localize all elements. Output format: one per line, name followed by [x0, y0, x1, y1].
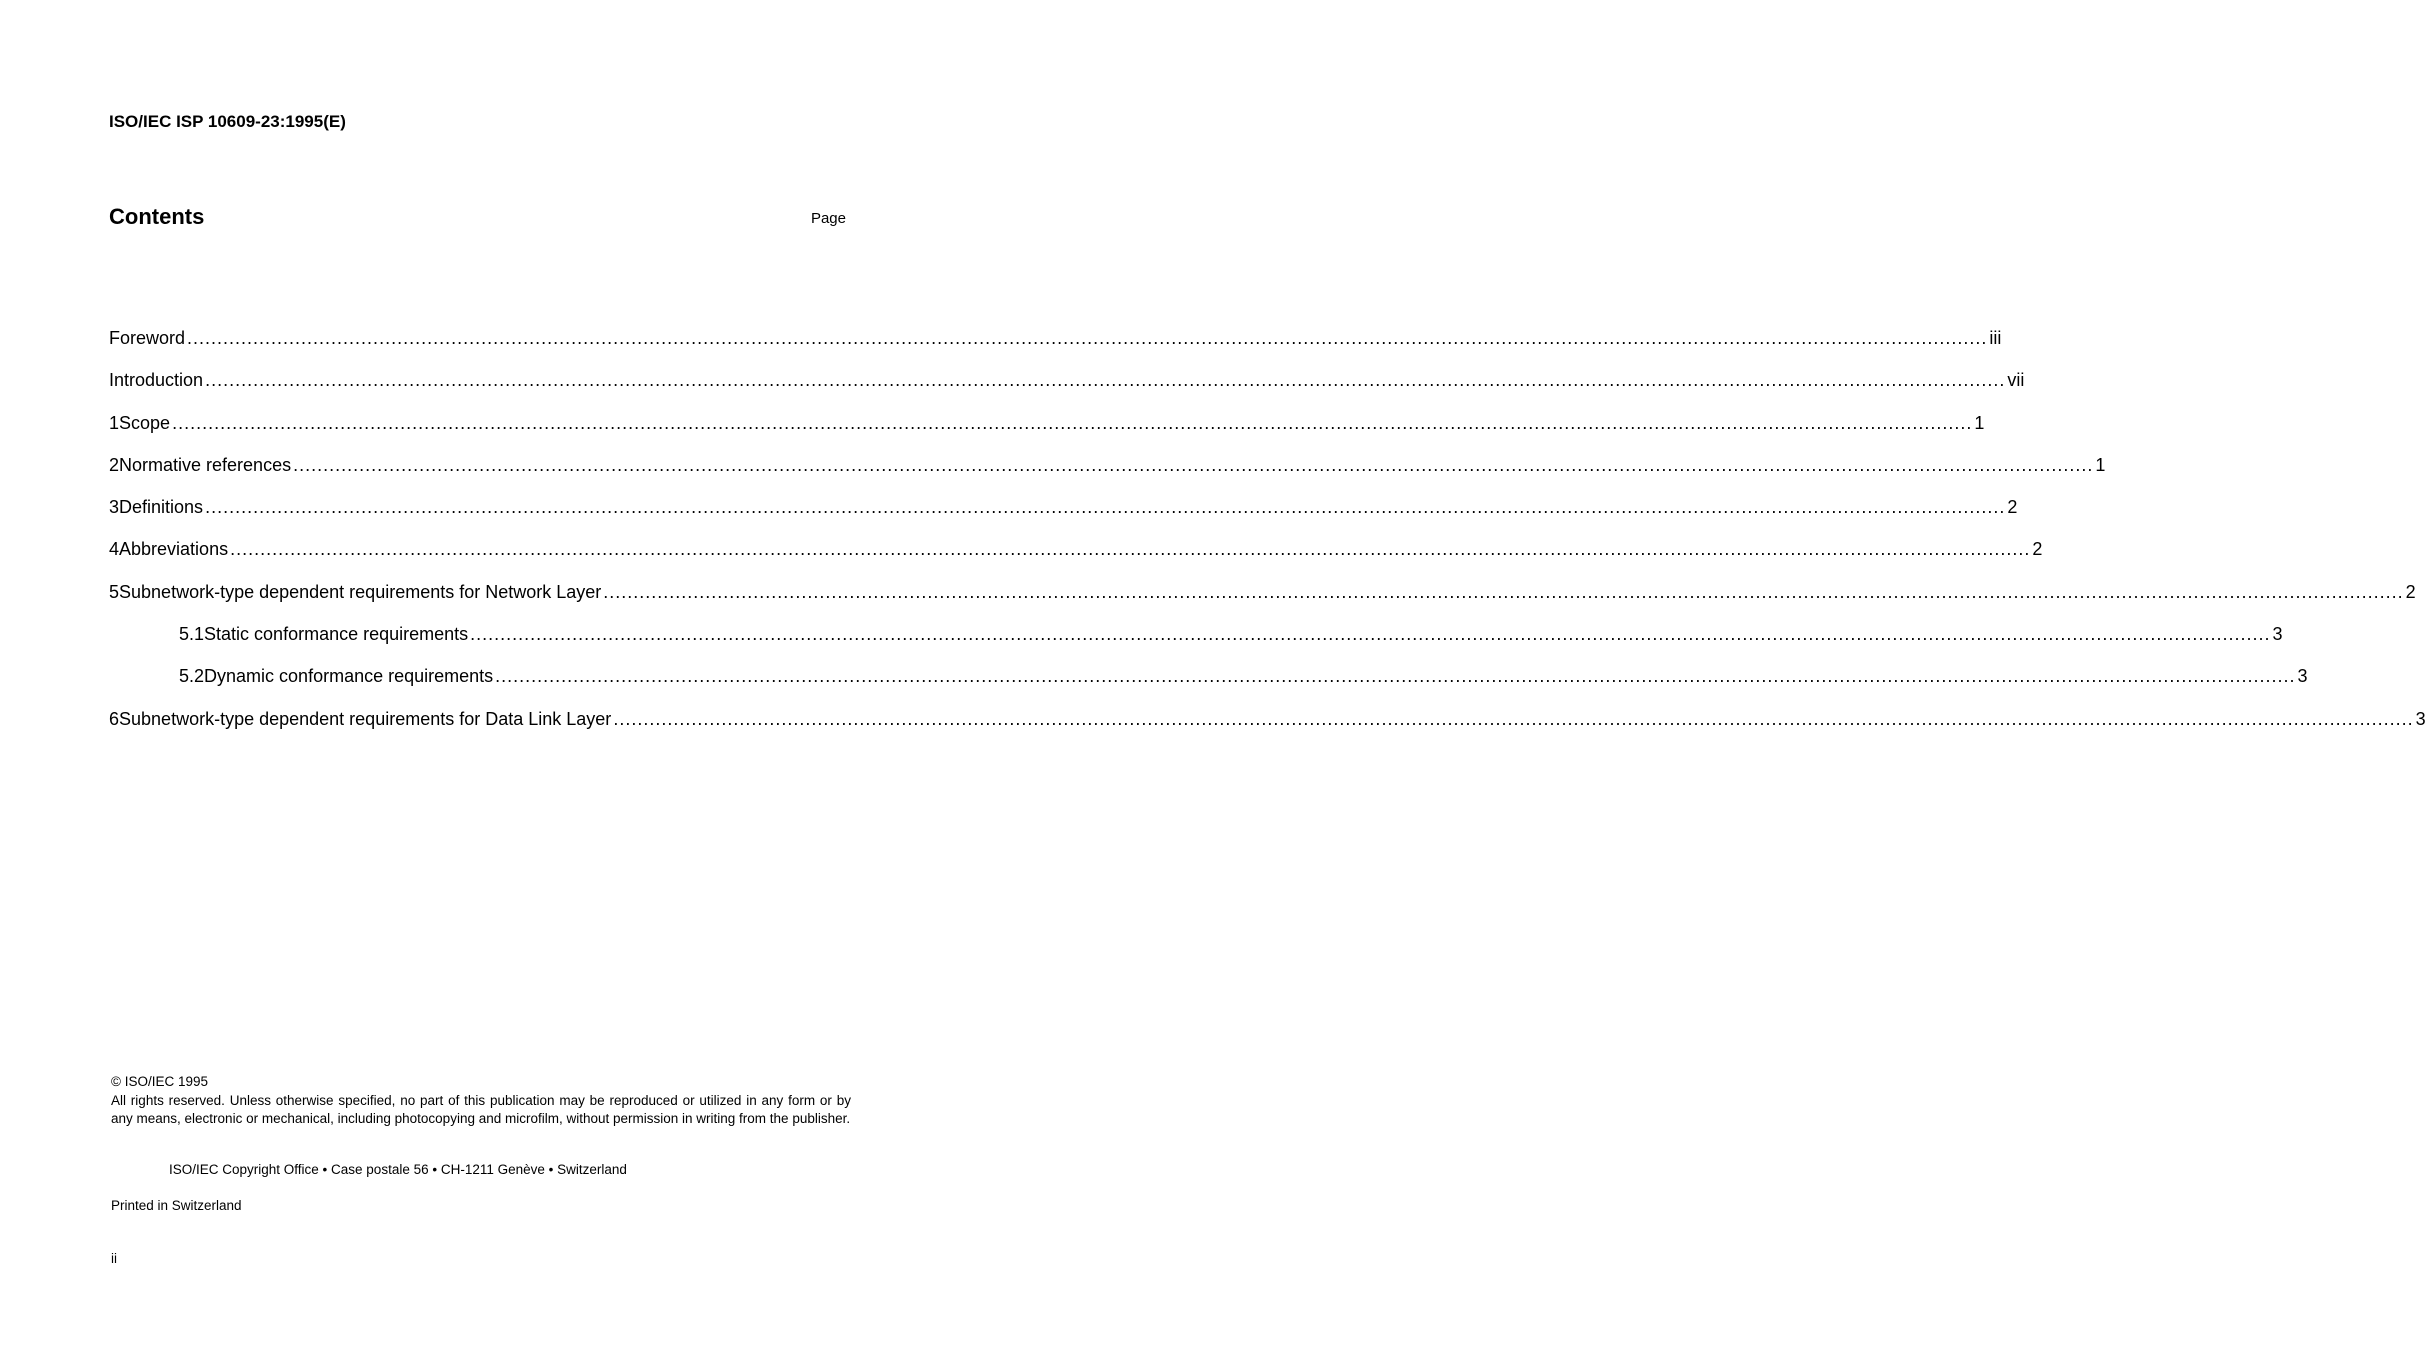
copyright-office-address: ISO/IEC Copyright Office • Case postale 56 • CH-1211 Genève • Switzerland	[169, 1162, 627, 1177]
toc-entry-number: 5	[109, 581, 120, 602]
toc-entry-title: Introduction	[109, 370, 204, 391]
toc-leader: ............................................................................................................................................................................................................................................................................................................	[613, 708, 2414, 729]
toc-entry-number: 5.1	[179, 624, 205, 645]
toc-leader: ............................................................................................................................................................................................................................................................................................................	[230, 539, 2031, 560]
toc-entry-dynamic-conformance[interactable]	[109, 666, 2308, 708]
toc-entry-static-conformance[interactable]	[109, 624, 2283, 666]
copyright-block	[111, 1073, 851, 1129]
toc-entry-page: 2	[2405, 581, 2416, 602]
toc-leader: ............................................................................................................................................................................................................................................................................................................	[603, 581, 2404, 602]
toc-entry-page: 2	[2007, 497, 2018, 518]
page-column-label: Page	[810, 210, 846, 227]
toc-leader: ............................................................................................................................................................................................................................................................................................................	[172, 412, 1973, 433]
toc-leader: ............................................................................................................................................................................................................................................................................................................	[470, 624, 2271, 645]
toc-entry-page: iii	[1989, 328, 2002, 348]
toc-leader: ............................................................................................................................................................................................................................................................................................................	[293, 454, 2094, 475]
toc-entry-title: Dynamic conformance requirements	[204, 666, 494, 687]
rights-statement: All rights reserved. Unless otherwise specified, no part of this publication may be reproduced or utilized in any form or by any means, electronic or mechanical, including photocopying and microfilm, without permission in writing from the publisher.	[111, 1092, 851, 1126]
toc-entry-title: Abbreviations	[119, 539, 229, 560]
contents-heading: Contents	[109, 204, 205, 229]
toc-entry-number: 1	[109, 412, 120, 433]
toc-leader: ............................................................................................................................................................................................................................................................................................................	[495, 666, 2296, 687]
table-of-contents	[109, 328, 2426, 751]
toc-entry-page: 1	[1974, 412, 1985, 433]
toc-entry-normative-references[interactable]	[109, 454, 2106, 497]
toc-entry-foreword[interactable]	[109, 328, 2002, 370]
toc-entry-scope[interactable]	[109, 412, 1985, 455]
toc-entry-page: 3	[2415, 708, 2426, 729]
toc-entry-number: 3	[109, 497, 120, 518]
toc-entry-definitions[interactable]	[109, 497, 2018, 539]
toc-entry-title: Foreword	[109, 328, 186, 348]
page-number: ii	[111, 1251, 117, 1266]
toc-entry-introduction[interactable]	[109, 370, 2025, 412]
toc-entry-number: 5.2	[179, 666, 205, 687]
toc-entry-page: 3	[2297, 666, 2308, 687]
toc-leader: ............................................................................................................................................................................................................................................................................................................	[205, 497, 2006, 518]
toc-entry-number: 4	[109, 539, 120, 560]
toc-entry-title: Scope	[119, 412, 171, 433]
toc-entry-title: Definitions	[119, 497, 204, 518]
toc-leader: ............................................................................................................................................................................................................................................................................................................	[187, 328, 1988, 348]
toc-entry-page: 1	[2095, 454, 2106, 475]
printed-in: Printed in Switzerland	[111, 1198, 242, 1213]
toc-entry-title: Subnetwork-type dependent requirements for Network Layer	[119, 581, 602, 602]
toc-entry-page: vii	[2007, 370, 2025, 391]
toc-entry-number: 2	[109, 454, 120, 475]
toc-entry-network-layer[interactable]	[109, 581, 2416, 624]
document-id: ISO/IEC ISP 10609-23:1995(E)	[109, 112, 346, 131]
toc-entry-page: 2	[2032, 539, 2043, 560]
toc-entry-abbreviations[interactable]	[109, 539, 2043, 581]
toc-entry-number: 6	[109, 708, 120, 729]
toc-entry-title: Subnetwork-type dependent requirements for Data Link Layer	[119, 708, 612, 729]
toc-entry-title: Normative references	[119, 454, 292, 475]
copyright-notice: © ISO/IEC 1995	[111, 1074, 208, 1089]
toc-leader: ............................................................................................................................................................................................................................................................................................................	[205, 370, 2006, 391]
toc-entry-data-link-layer[interactable]	[109, 708, 2426, 751]
toc-entry-title: Static conformance requirements	[204, 624, 469, 645]
toc-entry-page: 3	[2272, 624, 2283, 645]
